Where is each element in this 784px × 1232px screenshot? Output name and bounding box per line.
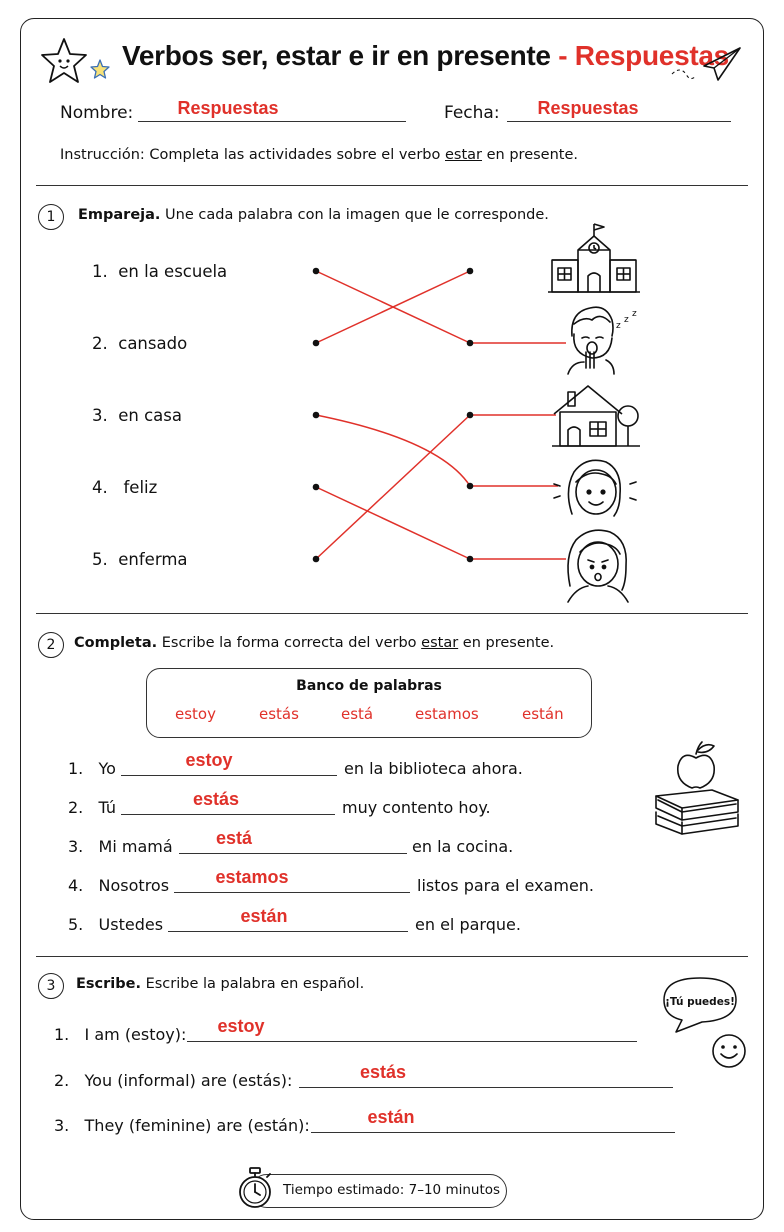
word-bank-item: estás [259, 705, 299, 723]
section1-title-bold: Empareja. [78, 207, 161, 223]
section2-title-rest: Escribe la forma correcta del verbo [157, 635, 422, 651]
row-number: 1. [54, 1025, 70, 1044]
section-number: 1 [38, 204, 64, 230]
section-number: 3 [38, 973, 64, 999]
divider [36, 613, 748, 614]
row-number: 1. [68, 759, 84, 778]
row-subject: Ustedes [98, 915, 164, 934]
match-dot [313, 268, 320, 275]
section3-title-bold: Escribe. [76, 976, 141, 992]
match-item-label: en casa [118, 406, 182, 425]
match-dot [467, 340, 474, 347]
row-number: 5. [68, 915, 84, 934]
row-subject: Yo [98, 759, 116, 778]
answer-blank[interactable] [179, 828, 407, 854]
row-subject: Mi mamá [98, 837, 173, 856]
answer-blank[interactable] [121, 789, 335, 815]
bubble-text: ¡Tú puedes! [665, 996, 735, 1008]
match-dot [467, 483, 474, 490]
word-bank-item: estoy [175, 705, 216, 723]
answer-blank[interactable] [174, 867, 410, 893]
row-ending: en la cocina. [412, 837, 514, 856]
happy-girl-icon [552, 454, 638, 522]
row-number: 3. [68, 837, 84, 856]
answer-blank[interactable] [187, 1016, 637, 1042]
instruction-verb: estar [445, 147, 483, 163]
answer-text: estoy [185, 750, 233, 770]
answer-text: están [240, 906, 288, 926]
instruction-prefix: Instrucción: Completa las actividades sobre el verbo [60, 147, 445, 163]
word-bank-title: Banco de palabras [296, 678, 442, 694]
match-item-number: 1. [92, 262, 108, 281]
name-value: Respuestas [177, 98, 279, 118]
answer-text: está [215, 828, 253, 848]
answer-text: estás [192, 789, 240, 809]
match-dot [313, 340, 320, 347]
row-number: 2. [54, 1071, 70, 1090]
name-label: Nombre: [60, 103, 134, 123]
completion-row [68, 837, 173, 856]
word-bank [146, 668, 592, 738]
row-ending: muy contento hoy. [342, 798, 491, 817]
row-ending: listos para el examen. [417, 876, 595, 895]
row-prompt: They (feminine) are (están): [84, 1116, 310, 1135]
answer-text: estoy [217, 1016, 265, 1036]
match-dot [467, 556, 474, 563]
section2-title-verb: estar [421, 635, 459, 651]
svg-text:z: z [616, 321, 621, 331]
match-dot [313, 556, 320, 563]
match-line [316, 415, 470, 486]
answer-text: estamos [215, 867, 289, 887]
answer-text: estás [359, 1062, 407, 1082]
match-item-label: enferma [118, 550, 188, 569]
match-dot [313, 484, 320, 491]
section-number: 2 [38, 632, 64, 658]
section3-title [76, 976, 364, 992]
section1-title-rest: Une cada palabra con la imagen que le corresponde. [160, 207, 549, 223]
date-value: Respuestas [537, 98, 639, 118]
match-item-number: 2. [92, 334, 108, 353]
row-ending: en el parque. [415, 915, 521, 934]
completion-row [68, 915, 163, 934]
tired-boy-icon [562, 302, 642, 376]
answer-blank[interactable] [168, 906, 408, 932]
section2-title-rest: en presente. [458, 635, 555, 651]
match-item-number: 5. [92, 550, 108, 569]
title-text: Verbos ser, estar e ir en presente [122, 40, 551, 71]
match-item-number: 4. [92, 478, 108, 497]
translate-row [54, 1116, 310, 1135]
word-bank-item: están [522, 705, 564, 723]
row-subject: Nosotros [98, 876, 170, 895]
time-estimate-pill [250, 1174, 507, 1208]
word-bank-item: estamos [415, 705, 479, 723]
svg-text:z: z [632, 309, 637, 319]
answer-blank[interactable] [121, 750, 337, 776]
match-line [316, 487, 470, 559]
svg-text:z: z [624, 315, 629, 325]
row-number: 2. [68, 798, 84, 817]
answer-blank[interactable] [299, 1062, 673, 1088]
match-line [316, 415, 470, 559]
row-prompt: You (informal) are (estás): [84, 1071, 293, 1090]
row-subject: Tú [98, 798, 117, 817]
section3-title-rest: Escribe la palabra en español. [140, 976, 365, 992]
section2-title [74, 635, 554, 651]
answer-text: están [367, 1107, 415, 1127]
school-icon [548, 222, 640, 294]
completion-row [68, 759, 116, 778]
divider [36, 956, 748, 957]
match-item-label: feliz [123, 478, 158, 497]
match-item-number: 3. [92, 406, 108, 425]
title-dash: - [558, 40, 568, 71]
answer-blank[interactable] [311, 1107, 675, 1133]
row-ending: en la biblioteca ahora. [344, 759, 523, 778]
translate-row [54, 1025, 186, 1044]
translate-row [54, 1071, 292, 1090]
completion-row [68, 798, 116, 817]
match-dot [313, 412, 320, 419]
date-label: Fecha: [444, 103, 500, 123]
apple-books-icon [652, 740, 744, 836]
word-bank-item: está [341, 705, 374, 723]
match-dot [467, 268, 474, 275]
row-number: 4. [68, 876, 84, 895]
row-number: 3. [54, 1116, 70, 1135]
time-estimate-text: Tiempo estimado: 7–10 minutos [283, 1182, 501, 1198]
instruction-suffix: en presente. [482, 147, 578, 163]
stopwatch-icon [236, 1166, 274, 1210]
match-item-label: en la escuela [118, 262, 228, 281]
smiley-icon [711, 1033, 747, 1069]
completion-row [68, 876, 169, 895]
house-icon [552, 382, 642, 450]
section2-title-bold: Completa. [74, 635, 158, 651]
match-dot [467, 412, 474, 419]
sick-girl-icon [562, 526, 634, 604]
row-prompt: I am (estoy): [84, 1025, 187, 1044]
title-answers: Respuestas [574, 40, 729, 71]
match-item-label: cansado [118, 334, 188, 353]
